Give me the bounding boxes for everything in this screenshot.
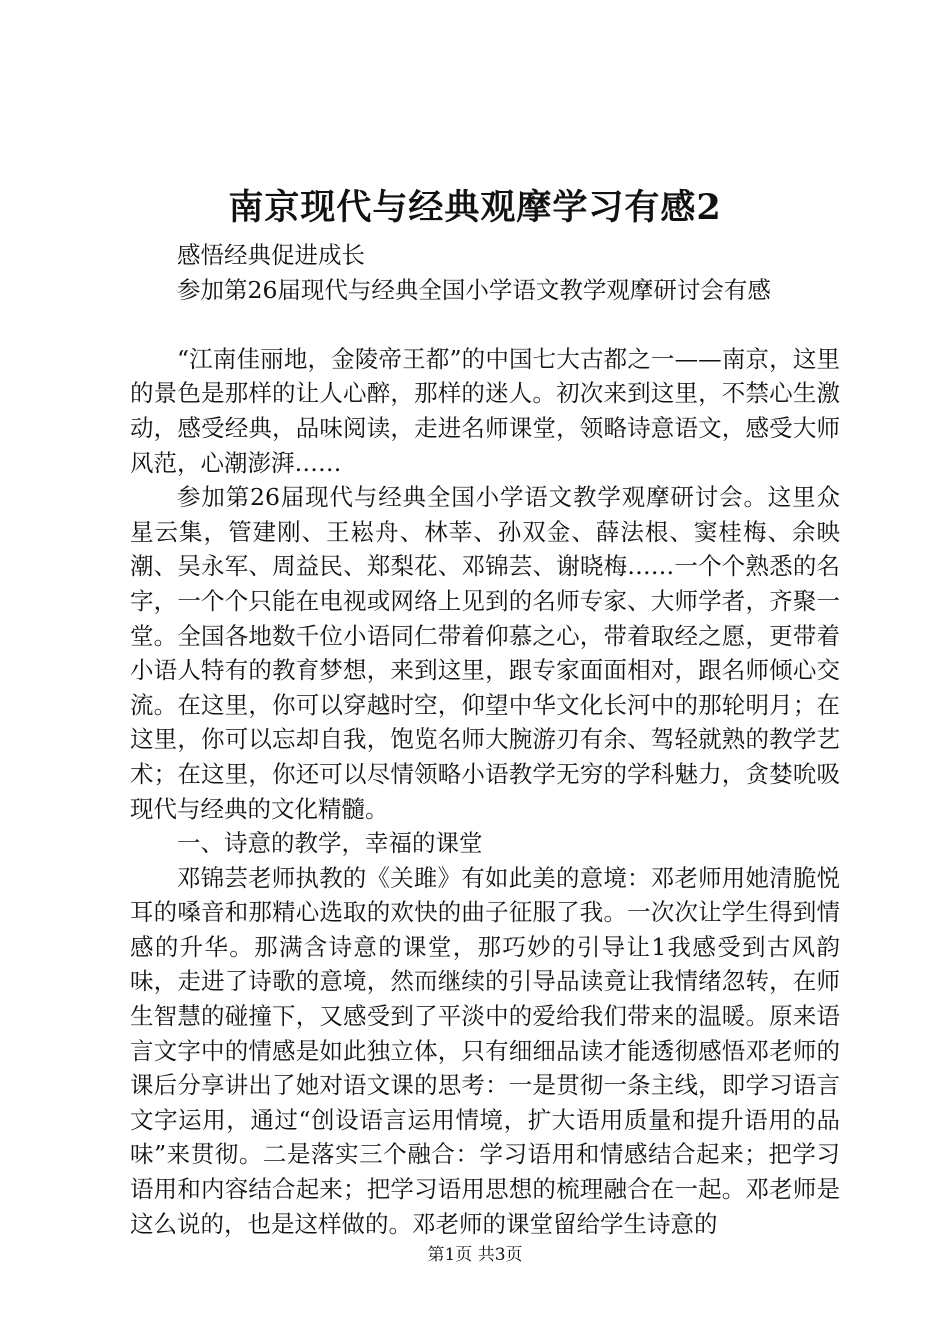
body-paragraph: 参加第26届现代与经典全国小学语文教学观摩研讨会。这里众星云集，管建刚、王崧舟、林莘、孙双金、薛法根、窦桂梅、余映潮、吴永军、周益民、郑梨花、邓锦芸、谢晓梅……一个个熟悉的名字，一个个只能在电视或网络上见到的名师专家、大师学者，齐聚一堂。全国各地数千位小语同仁带着仰慕之心，带着取经之愿，更带着小语人特有的教育梦想，来到这里，跟专家面面相对，跟名师倾心交流。在这里，你可以穿越时空，仰望中华文化长河中的那轮明月；在这里，你可以忘却自我，饱览名师大腕游刃有余、驾轻就熟的教学艺术；在这里，你还可以尽情领略小语教学无穷的学科魅力，贪婪吮吸现代与经典的文化精髓。 (130, 483, 840, 823)
section-heading: 一、诗意的教学，幸福的课堂 (177, 829, 483, 858)
body-paragraph: “江南佳丽地，金陵帝王都”的中国七大古都之一——南京，这里的景色是那样的让人心醉，那样的迷人。初次来到这里，不禁心生激动，感受经典，品味阅读，走进名师课堂，领略诗意语文，感受大师风范，心潮澎湃…… (130, 344, 840, 477)
blank-line (130, 307, 840, 342)
body-paragraph: 邓锦芸老师执教的《关雎》有如此美的意境：邓老师用她清脆悦耳的嗓音和那精心选取的欢快的曲子征服了我。一次次让学生得到情感的升华。那满含诗意的课堂，那巧妙的引导让1我感受到古风韵味，走进了诗歌的意境，然而继续的引导品读竟让我情绪忽转，在师生智慧的碰撞下，又感受到了平淡中的爱给我们带来的温暖。原来语言文字中的情感是如此独立体，只有细细品读才能透彻感悟邓老师的课后分享讲出了她对语文课的思考：一是贯彻一条主线，即学习语言文字运用，通过“创设语言运用情境，扩大语用质量和提升语用的品味”来贯彻。二是落实三个融合：学习语用和情感结合起来；把学习语用和内容结合起来；把学习语用思想的梳理融合在一起。邓老师是这么说的，也是这样做的。邓老师的课堂留给学生诗意的 (130, 863, 840, 1238)
document-body (130, 238, 840, 1241)
page-footer: 第1页 共3页 (427, 1245, 523, 1265)
subtitle-line: 参加第26届现代与经典全国小学语文教学观摩研讨会有感 (177, 275, 771, 304)
document-title: 南京现代与经典观摩学习有感2 (228, 187, 722, 228)
subtitle-line: 感悟经典促进成长 (177, 241, 365, 269)
